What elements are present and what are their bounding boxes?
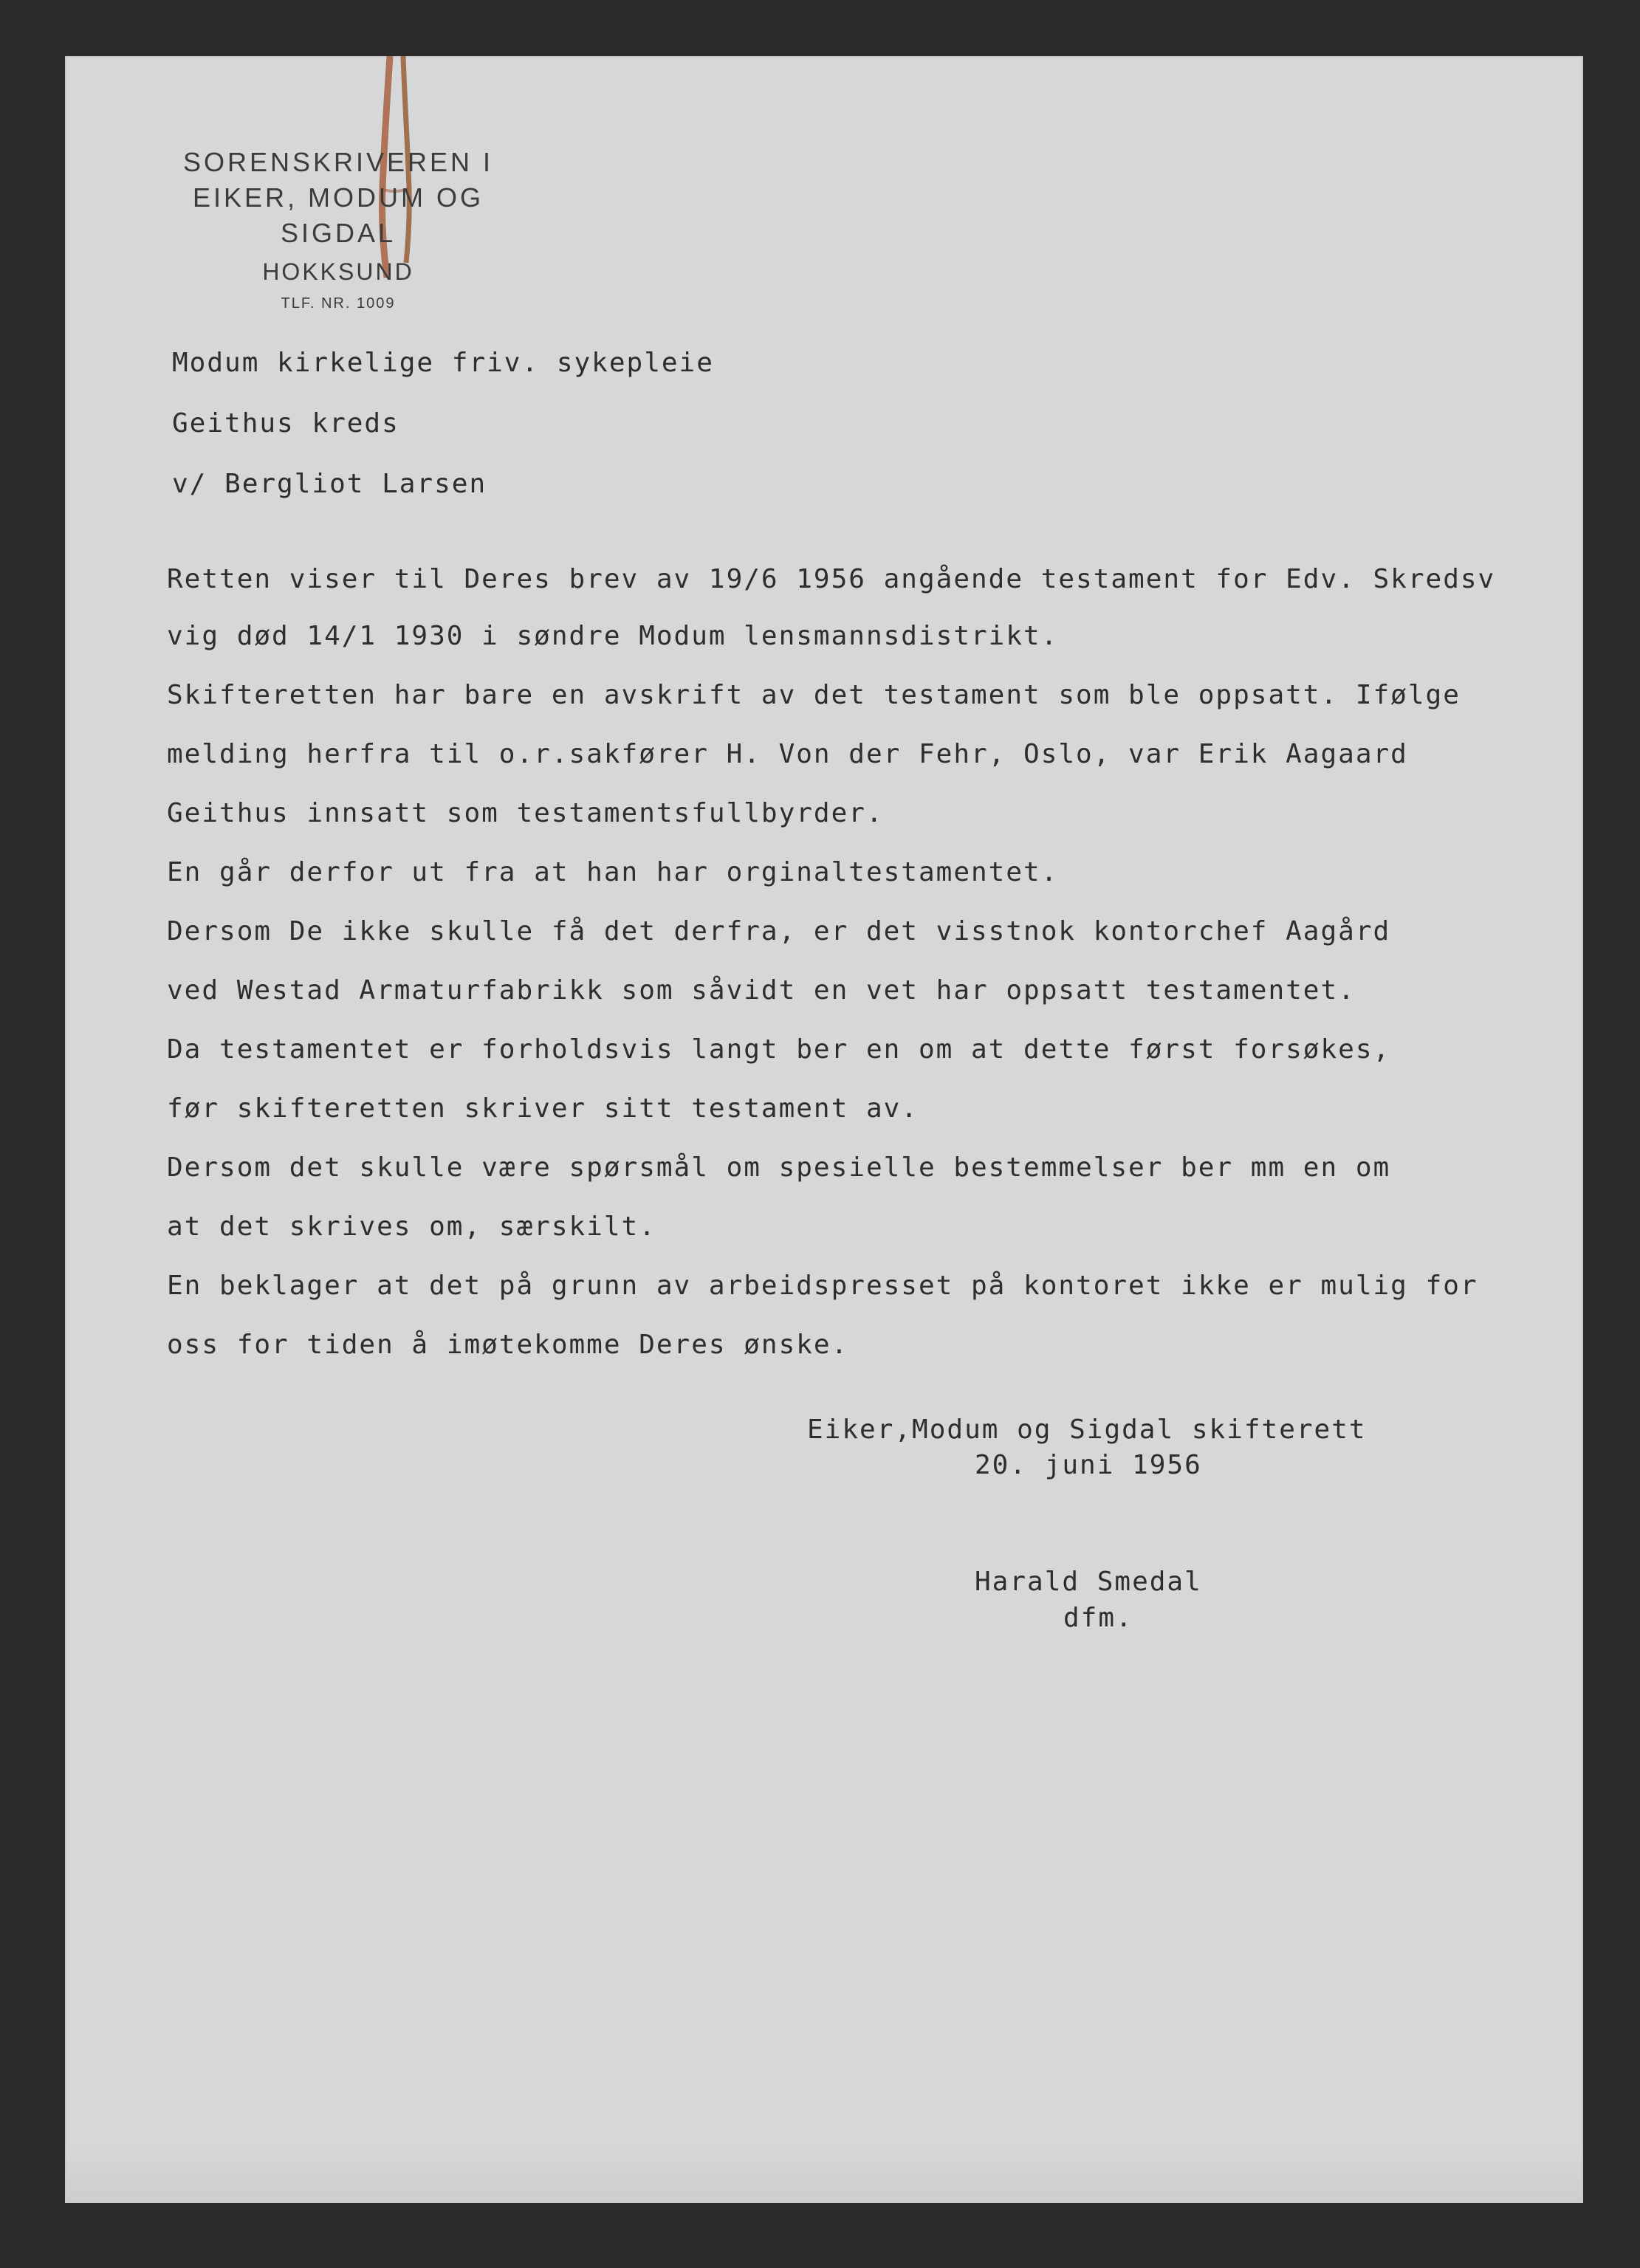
body-line: Skifteretten har bare en avskrift av det testament som ble oppsatt. Ifølge <box>167 680 1461 710</box>
body-line: ved Westad Armaturfabrikk som såvidt en vet har oppsatt testamentet. <box>167 975 1356 1006</box>
letter-page <box>65 56 1583 2203</box>
body-line: før skifteretten skriver sitt testament av. <box>167 1093 919 1124</box>
letterhead-phone: TLF. NR. 1009 <box>281 295 396 312</box>
letterhead-district: EIKER, MODUM OG SIGDAL <box>192 182 484 248</box>
body-line: vig død 14/1 1930 i søndre Modum lensmannsdistrikt. <box>167 621 1059 651</box>
letterhead <box>131 145 545 315</box>
body-line: melding herfra til o.r.sakfører H. Von der Fehr, Oslo, var Erik Aagaard <box>167 739 1408 769</box>
body-line: Dersom De ikke skulle få det derfra, er det visstnok kontorchef Aagård <box>167 916 1391 946</box>
letterhead-office: SORENSKRIVEREN I <box>182 147 494 177</box>
body-line: at det skrives om, særskilt. <box>167 1212 656 1242</box>
closing-date: 20. juni 1956 <box>975 1450 1202 1480</box>
body-line: Da testamentet er forholdsvis langt ber en om at dette først forsøkes, <box>167 1034 1391 1065</box>
closing-court: Eiker,Modum og Sigdal skifterett <box>807 1415 1367 1445</box>
body-line: En går derfor ut fra at han har orginaltestamentet. <box>167 857 1059 887</box>
body-line: Retten viser til Deres brev av 19/6 1956 angående testament for Edv. Skredsv <box>167 564 1496 594</box>
signature-name: Harald Smedal <box>975 1567 1202 1597</box>
recipient-branch: Geithus kreds <box>172 408 399 439</box>
body-line: Geithus innsatt som testamentsfullbyrder. <box>167 798 884 828</box>
letterhead-town: HOKKSUND <box>262 258 414 285</box>
recipient-attention: v/ Bergliot Larsen <box>172 469 487 499</box>
body-line: oss for tiden å imøtekomme Deres ønske. <box>167 1330 849 1360</box>
signature-title: dfm. <box>1063 1603 1133 1633</box>
recipient-name: Modum kirkelige friv. sykepleie <box>172 348 714 378</box>
body-line: Dersom det skulle være spørsmål om spesielle bestemmelser ber mm en om <box>167 1152 1391 1183</box>
body-line: En beklager at det på grunn av arbeidspresset på kontoret ikke er mulig for <box>167 1271 1478 1301</box>
